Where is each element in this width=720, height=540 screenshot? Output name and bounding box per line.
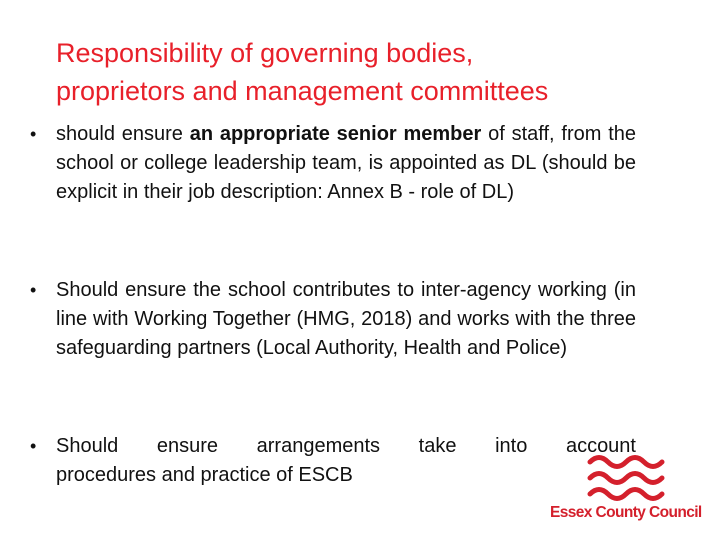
bullet-marker: • xyxy=(30,436,37,456)
logo-text: Essex County Council xyxy=(550,504,702,521)
bullet-text-end: of staff, from the school or college leadership team, is appointed as DL (should be explicit in their job description: Annex B - role of DL) xyxy=(56,123,636,203)
bullet-text-line-2: procedures and practice of ESCB xyxy=(56,464,353,486)
essex-county-council-logo xyxy=(544,450,716,528)
bullet-bold-text: an appropriate senior member xyxy=(189,123,482,145)
bullet-text-start: should ensure xyxy=(56,123,190,145)
bullet-appropriate-senior-member xyxy=(30,120,636,207)
title-line-2: proprietors and management committees xyxy=(56,76,549,106)
title-line-1: Responsibility of governing bodies, xyxy=(56,38,474,68)
bullet-inter-agency-working xyxy=(30,276,636,363)
bullet-marker: • xyxy=(30,280,37,300)
slide-title xyxy=(56,34,676,110)
bullet-text-line-1: Should ensure arrangements take into account xyxy=(56,435,636,457)
bullet-marker: • xyxy=(30,124,37,144)
three-seaxes-icon xyxy=(586,450,668,504)
bullet-text: Should ensure the school contributes to inter-agency working (in line with Working Together (HMG, 2018) and works with the three safeguarding partners (Local Authority, Health and Police) xyxy=(56,279,636,359)
